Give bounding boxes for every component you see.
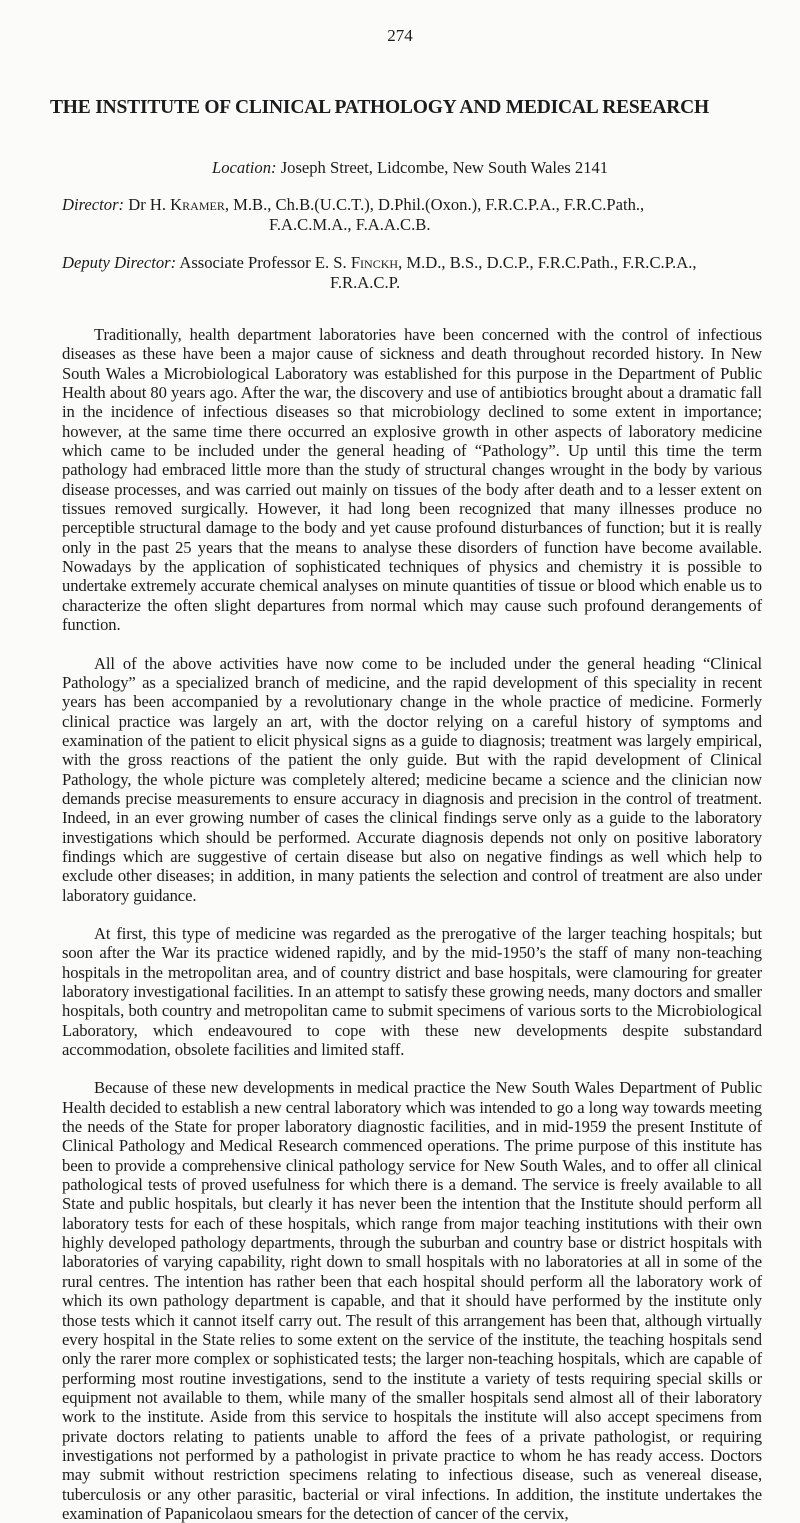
location-label: Location: — [212, 158, 277, 177]
director-label: Director: — [62, 195, 125, 214]
paragraph-2: All of the above activities have now come to be included under the general heading “Clinical Pathology” as a specialized branch of medicine, and the rapid development of this speciality in recent years has been accompanied by a revolutionary change in the whole practice of medicine. Formerly clinical practice was largely an art, with the doctor relying on a careful history of symptoms and examination of the patient to elicit physical signs as a guide to diagnosis; treatment was largely empirical, with the gross reactions of the patient the only guide. But with the rapid development of Clinical Pathology, the whole picture was completely altered; medicine became a science and the clinician now demands precise measurements to ensure accuracy in diagnosis and precision in the control of treatment. Indeed, in an ever growing number of cases the clinical findings serve only as a guide to the laboratory investigations which should be performed. Accurate diagnosis depends not only on positive laboratory findings which are suggestive of certain disease but also on negative findings as well which help to exclude other diseases; in addition, in many patients the selection and control of treatment are also under laboratory guidance. — [62, 653, 762, 905]
director-line — [62, 195, 782, 235]
director-surname: Kramer — [170, 195, 225, 214]
director-qualifications-line2: F.A.C.M.A., F.A.A.C.B. — [269, 215, 431, 234]
paragraph-4: Because of these new developments in medical practice the New South Wales Department of Public Health decided to establish a new central laboratory which was intended to go a long way towards meeting the needs of the State for proper laboratory diagnostic facilities, and in mid-1959 the present Institute of Clinical Pathology and Medical Research commenced operations. The prime purpose of this institute has been to provide a comprehensive clinical pathology service for New South Wales, and to offer all clinical pathological tests of proved usefulness for which there is a demand. The service is freely available to all State and public hospitals, but clearly it has never been the intention that the Institute should perform all laboratory tests for each of these hospitals, which range from major teaching institutions with their own highly developed pathology departments, through the suburban and country base or district hospitals with laboratories of varying capability, right down to small hospitals with no laboratories at all in some of the rural centres. The intention has rather been that each hospital should perform all the laboratory work of which its own pathology department is capable, and that it should have performed by the institute only those tests which it cannot itself carry out. The result of this arrangement has been that, although virtually every hospital in the State relies to some extent on the service of the institute, the teaching hospitals send only the rarer more complex or sophisticated tests; the larger non-teaching hospitals, which are capable of performing most routine investigations, send to the institute a variety of tests requiring special skills or equipment not available to them, while many of the smaller hospitals send almost all of their laboratory work to the institute. Aside from this service to hospitals the institute will also accept specimens from private doctors relating to patients unable to afford the fees of a private pathologist, or requiring investigations not performed by a pathologist in private practice to whom he has ready access. Doctors may submit without restriction specimens relating to infectious disease, such as venereal disease, tuberculosis or any other parasitic, bacterial or viral infections. In addition, the institute undertakes the examination of Papanicolaou smears for the detection of cancer of the cervix, — [62, 1078, 762, 1523]
body-text — [62, 325, 762, 1523]
paragraph-3: At first, this type of medicine was regarded as the prerogative of the larger teaching hospitals; but soon after the War its practice widened rapidly, and by the mid-1950’s the staff of many non-teaching hospitals in the metropolitan area, and of country district and base hospitals, were clamouring for greater laboratory investigational facilities. In an attempt to satisfy these growing needs, many doctors and smaller hospitals, both country and metropolitan came to submit specimens of various sorts to the Microbiological Laboratory, which endeavoured to cope with these new developments despite substandard accommodation, obsolete facilities and limited staff. — [62, 923, 762, 1060]
deputy-director-qualifications-line1: , M.D., B.S., D.C.P., F.R.C.Path., F.R.C.P.A., — [398, 253, 697, 272]
deputy-director-qualifications-line2: F.R.A.C.P. — [330, 273, 401, 292]
deputy-director-surname: Finckh — [350, 253, 399, 272]
page-number: 274 — [387, 26, 413, 45]
deputy-director-name-prefix: Associate Professor E. S. — [179, 253, 347, 272]
location-value: Joseph Street, Lidcombe, New South Wales 2141 — [280, 158, 609, 177]
paragraph-1: Traditionally, health department laboratories have been concerned with the control of infectious diseases as these have been a major cause of sickness and death throughout recorded history. In New South Wales a Microbiological Laboratory was established for this purpose in the Department of Public Health about 80 years ago. After the war, the discovery and use of antibiotics brought about a dramatic fall in the incidence of infectious diseases so that microbiology declined to some extent in importance; however, at the same time there occurred an explosive growth in other aspects of laboratory medicine which came to be included under the general heading of “Pathology”. Up until this time the term pathology had embraced little more than the study of structural changes wrought in the body by various disease processes, and was carried out mainly on tissues of the body after death and to a lesser extent on tissues removed surgically. However, it had long been recognized that many illnesses produce no perceptible structural damage to the body and yet cause profound disturbances of function; but it is really only in the past 25 years that the means to analyse these disorders of function have become available. Nowadays by the application of sophisticated techniques of physics and chemistry it is possible to undertake extremely accurate chemical analyses on minute quantities of tissue or blood which enable us to characterize the often slight departures from normal which may cause such profound derangements of function. — [62, 325, 762, 635]
director-qualifications-line1: , M.B., Ch.B.(U.C.T.), D.Phil.(Oxon.), F.R.C.P.A., F.R.C.Path., — [224, 195, 645, 214]
deputy-director-line — [62, 253, 792, 293]
location-line — [212, 158, 608, 178]
page-title: THE INSTITUTE OF CLINICAL PATHOLOGY AND MEDICAL RESEARCH — [50, 97, 709, 118]
deputy-director-label: Deputy Director: — [62, 253, 177, 272]
director-name-prefix: Dr H. — [128, 195, 167, 214]
